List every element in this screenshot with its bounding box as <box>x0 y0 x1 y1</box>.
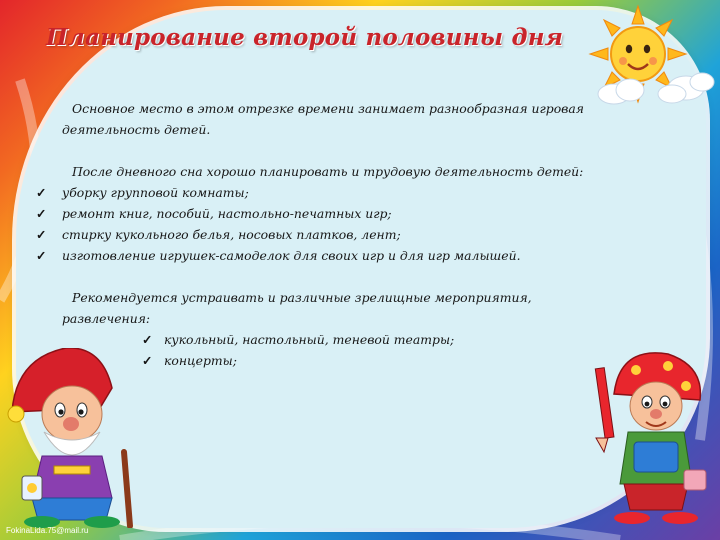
list-item <box>36 224 596 245</box>
gnome-with-pencil-icon <box>586 346 716 530</box>
checkmark-icon: ✓ <box>142 332 153 347</box>
list-item-text: стирку кукольного белья, носовых платков, лент; <box>62 227 401 242</box>
list-item <box>36 182 596 203</box>
slide-body <box>36 98 596 371</box>
list-item-text: ремонт книг, пособий, настольно-печатных игр; <box>62 206 392 221</box>
intro-paragraph <box>36 98 596 140</box>
events-intro-text: Рекомендуется устраивать и различные зрелищные мероприятия, развлечения: <box>62 290 532 326</box>
checkmark-icon: ✓ <box>36 227 47 242</box>
checkmark-icon: ✓ <box>36 248 47 263</box>
list-item-text: изготовление игрушек-самоделок для своих игр и для игр малышей. <box>62 248 521 263</box>
gnome-with-lantern-icon <box>2 348 152 528</box>
checkmark-icon: ✓ <box>142 353 153 368</box>
list-item-text: концерты; <box>164 353 237 368</box>
sun-icon <box>588 2 716 108</box>
list-item <box>36 203 596 224</box>
events-intro <box>36 287 596 329</box>
list-item <box>36 245 596 266</box>
slide-title: Планирование второй половины дня <box>46 24 564 51</box>
list-item <box>36 329 596 350</box>
checkmark-icon: ✓ <box>36 206 47 221</box>
labor-intro <box>36 161 596 182</box>
labor-intro-text: После дневного сна хорошо планировать и трудовую деятельность детей: <box>72 164 584 179</box>
credit-text: FokinaLida.75@mail.ru <box>6 526 89 535</box>
list-item-text: кукольный, настольный, теневой театры; <box>164 332 455 347</box>
checkmark-icon: ✓ <box>36 185 47 200</box>
list-item-text: уборку групповой комнаты; <box>62 185 249 200</box>
intro-text: Основное место в этом отрезке времени занимает разнообразная игровая деятельность детей. <box>62 101 584 137</box>
labor-list <box>36 182 596 266</box>
